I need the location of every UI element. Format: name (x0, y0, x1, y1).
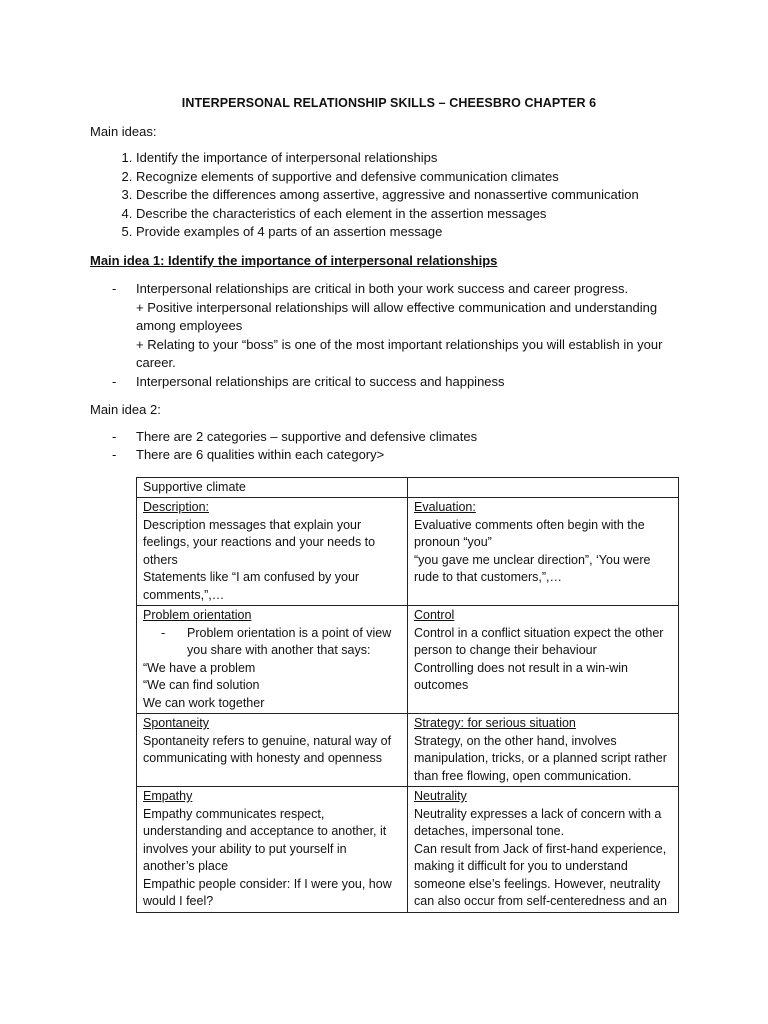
cell-heading: Spontaneity (143, 716, 210, 730)
cell-heading: Strategy: for serious situation (414, 716, 576, 730)
table-row (137, 714, 679, 787)
table-row (137, 787, 679, 913)
supportive-cell (137, 498, 408, 606)
bullet-text: - Interpersonal relationships are critical to success and happiness (136, 373, 505, 389)
table-row (137, 606, 679, 714)
climates-table (136, 477, 679, 913)
main-idea-item: 5. Provide examples of 4 parts of an assertion message (136, 223, 688, 242)
supportive-cell (137, 606, 408, 714)
cell-text: Description messages that explain your feelings, your reactions and your needs to others (143, 517, 376, 567)
bullet-item (136, 373, 688, 392)
cell-text: Empathy communicates respect, understanding and acceptance to another, it involves your ability to put yourself in another’s place (143, 806, 387, 873)
cell-text: Empathic people consider: If I were you, how would I feel? (143, 876, 392, 908)
main-idea-1-heading: Main idea 1: Identify the importance of interpersonal relationships (90, 252, 498, 268)
main-ideas-list (90, 149, 688, 242)
cell-text: “you gave me unclear direction”, ‘You were rude to that customers,”,… (414, 552, 651, 584)
supportive-cell (137, 787, 408, 913)
table-header-cell: Supportive climate (137, 477, 408, 498)
cell-heading: Evaluation: (414, 500, 476, 514)
cell-text: Statements like “I am confused by your comments,”,… (143, 570, 360, 602)
bullet-item: - There are 6 qualities within each category> (136, 446, 688, 465)
cell-text: Control in a conflict situation expect the other person to change their behaviour (414, 625, 664, 657)
sub-point: + Relating to your “boss” is one of the most important relationships you will establish in your career. (136, 336, 663, 370)
cell-sub-point: - Problem orientation is a point of view you share with another that says: (143, 625, 401, 660)
cell-heading: Control (414, 608, 455, 622)
cell-heading: Empathy (143, 789, 193, 803)
sub-point: + Positive interpersonal relationships will allow effective communication and understanding among employees (136, 299, 658, 333)
cell-text: “We can find solution (143, 678, 260, 692)
supportive-cell (137, 714, 408, 787)
main-idea-item: 1. Identify the importance of interpersonal relationships (136, 149, 688, 168)
main-idea-item: 2. Recognize elements of supportive and defensive communication climates (136, 168, 688, 187)
bullet-text: - Interpersonal relationships are critical in both your work success and career progress. (136, 281, 629, 296)
bullet-item: - There are 2 categories – supportive and defensive climates (136, 428, 688, 447)
cell-text: We can work together (143, 695, 265, 710)
defensive-cell (408, 787, 679, 913)
main-idea-2-bullets (90, 428, 688, 465)
cell-text: Spontaneity refers to genuine, natural way of communicating with honesty and openness (143, 733, 392, 765)
cell-heading: Neutrality (414, 789, 467, 803)
table-header-row (137, 477, 679, 498)
cell-text: Strategy, on the other hand, involves manipulation, tricks, or a planned script rather than free flowing, open communication. (414, 733, 667, 783)
cell-text: Can result from Jack of first-hand experience, making it difficult for you to understand someone else’s feelings. However, neutrality can also occur from self-centeredness and an (414, 841, 667, 908)
cell-heading: Problem orientation (143, 608, 252, 622)
cell-text: Evaluative comments often begin with the pronoun “you” (414, 517, 645, 549)
table-row (137, 498, 679, 606)
main-idea-item: 4. Describe the characteristics of each element in the assertion messages (136, 205, 688, 224)
main-idea-item: 3. Describe the differences among assertive, aggressive and nonassertive communication (136, 186, 688, 205)
table-header-cell (408, 477, 679, 498)
defensive-cell (408, 714, 679, 787)
main-ideas-label: Main ideas: (90, 123, 157, 139)
cell-text: “We have a problem (143, 660, 256, 675)
defensive-cell (408, 498, 679, 606)
cell-heading: Description: (143, 500, 209, 514)
main-idea-1-bullets (90, 280, 688, 391)
bullet-item (136, 280, 688, 373)
defensive-cell (408, 606, 679, 714)
cell-text: Neutrality expresses a lack of concern with a detaches, impersonal tone. (414, 806, 662, 838)
cell-text: Controlling does not result in a win-win outcomes (414, 660, 628, 692)
page-title: INTERPERSONAL RELATIONSHIP SKILLS – CHEESBRO CHAPTER 6 (181, 96, 597, 110)
main-idea-2-heading: Main idea 2: (90, 402, 161, 417)
